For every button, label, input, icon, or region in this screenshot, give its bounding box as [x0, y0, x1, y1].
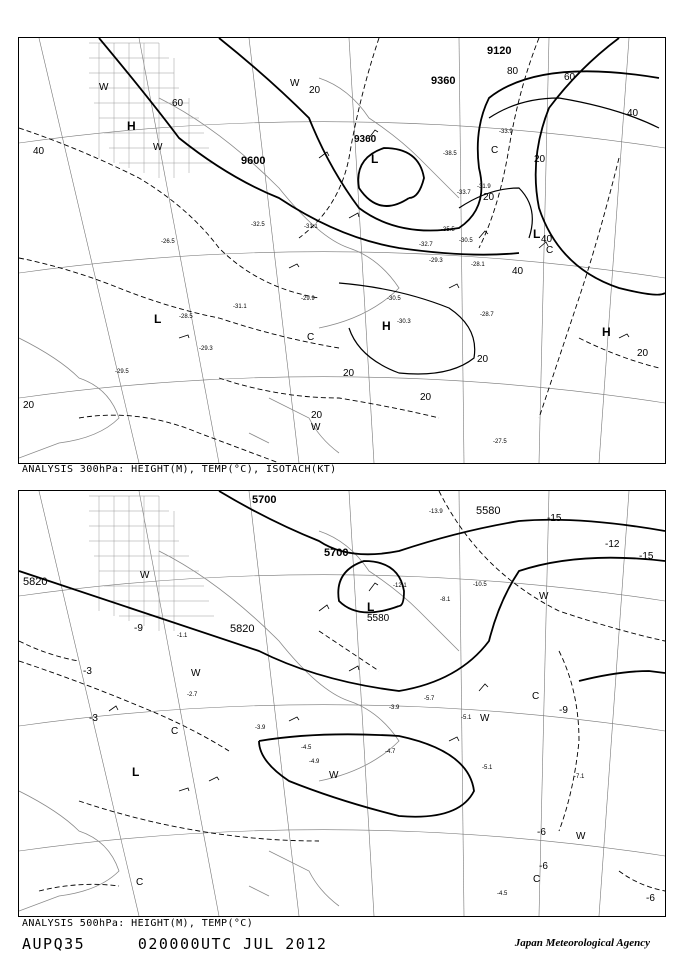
station-temp: -1.1	[177, 633, 188, 639]
station-temp: -5.1	[482, 765, 493, 771]
station-temp: -27.5	[493, 439, 507, 445]
station-temp: -10.5	[473, 582, 487, 588]
station-temp: -28.7	[480, 312, 494, 318]
station-temp: -32.5	[251, 222, 265, 228]
map-panel-300hpa	[18, 37, 666, 464]
isotach-label: 60	[172, 98, 184, 109]
warm-center-marker: W	[140, 570, 150, 581]
warm-center-marker: W	[290, 78, 300, 89]
jet-hatching	[89, 43, 214, 178]
map-canvas-500hpa	[19, 491, 665, 916]
station-temp: -4.5	[497, 891, 508, 897]
high-pressure-marker: H	[602, 325, 611, 339]
temperature-label: -9	[559, 705, 568, 716]
height-label: 5580	[367, 613, 390, 624]
isotach-label: 40	[33, 146, 45, 157]
warm-center-marker: W	[539, 591, 549, 602]
isotach-label: 20	[420, 392, 432, 403]
height-label: 5580	[476, 505, 501, 517]
station-temp: -4.9	[309, 759, 320, 765]
dry-area-hatching	[89, 496, 214, 631]
station-temp: -38.5	[443, 151, 457, 157]
high-pressure-marker: H	[382, 319, 391, 333]
station-temp: -35.5	[441, 227, 455, 233]
height-label: 9600	[241, 155, 266, 167]
temperature-label: -12	[605, 539, 620, 550]
station-temp: -28.1	[471, 262, 485, 268]
isotach-label: 20	[483, 192, 495, 203]
temperature-label: -3	[89, 713, 98, 724]
warm-center-marker: W	[311, 422, 321, 433]
height-contours	[19, 491, 665, 817]
valid-time: 020000UTC JUL 2012	[137, 935, 328, 953]
chart-identifier	[22, 935, 327, 953]
station-temp: -32.7	[419, 242, 433, 248]
temperature-label: -15	[639, 551, 654, 562]
warm-center-marker: W	[153, 142, 163, 153]
wind-barbs	[109, 583, 488, 791]
temperature-label: -6	[539, 861, 548, 872]
height-label: 9360	[354, 134, 377, 145]
station-temp: -31.9	[477, 184, 491, 190]
temperature-label: -6	[537, 827, 546, 838]
warm-center-marker: W	[191, 668, 201, 679]
panel-caption-300hpa: ANALYSIS 300hPa: HEIGHT(M), TEMP(°C), ISOTACH(KT)	[22, 464, 337, 475]
low-pressure-marker: L	[132, 765, 140, 779]
isotach-label: 20	[309, 85, 321, 96]
cold-center-marker: C	[546, 245, 554, 256]
station-temp: -33.9	[499, 129, 513, 135]
isotach-label: 40	[541, 234, 553, 245]
isotach-label: 60	[564, 72, 576, 83]
graticule	[19, 38, 665, 463]
warm-center-marker: W	[480, 713, 490, 724]
high-pressure-marker: H	[127, 119, 136, 133]
station-temp: -5.7	[424, 696, 435, 702]
low-pressure-marker: L	[367, 600, 375, 614]
isotach-label: 20	[343, 368, 355, 379]
height-label: 5820	[230, 623, 255, 635]
station-temp: -29.5	[115, 369, 129, 375]
low-pressure-marker: L	[154, 312, 162, 326]
isotach-label: 20	[534, 154, 546, 165]
station-temp: -3.9	[255, 725, 266, 731]
station-temp: -31.1	[233, 304, 247, 310]
station-temp: -2.7	[187, 692, 198, 698]
station-temp: -13.9	[429, 509, 443, 515]
station-temp: -30.3	[397, 319, 411, 325]
warm-center-marker: W	[329, 770, 339, 781]
cold-center-marker: C	[532, 691, 540, 702]
station-temp: -8.1	[440, 597, 451, 603]
station-temp: -29.9	[301, 296, 315, 302]
panel-caption-500hpa: ANALYSIS 500hPa: HEIGHT(M), TEMP(°C)	[22, 918, 254, 929]
station-temp: -4.5	[301, 745, 312, 751]
map-panel-500hpa	[18, 490, 666, 917]
isotach-label: 40	[512, 266, 524, 277]
cold-center-marker: C	[136, 877, 144, 888]
cold-center-marker: C	[533, 874, 541, 885]
temperature-label: -9	[134, 623, 143, 634]
low-pressure-marker: L	[371, 152, 379, 166]
isotach-label: 40	[627, 108, 639, 119]
isotach-label: 20	[311, 410, 323, 421]
station-temp: -5.1	[461, 715, 472, 721]
station-temp: -28.5	[179, 314, 193, 320]
cold-center-marker: C	[491, 145, 499, 156]
height-label: 5700	[324, 547, 349, 559]
station-temp: -7.1	[574, 774, 585, 780]
height-label: 9120	[487, 45, 512, 57]
height-label: 9360	[431, 75, 456, 87]
temperature-label: -6	[646, 893, 655, 904]
warm-center-marker: W	[576, 831, 586, 842]
temperature-label: -3	[83, 666, 92, 677]
isotach-label: 20	[23, 400, 35, 411]
station-temp: -29.3	[429, 258, 443, 264]
station-temp: -26.5	[161, 239, 175, 245]
station-temp: -4.7	[385, 749, 396, 755]
cold-center-marker: C	[171, 726, 179, 737]
low-pressure-marker: L	[533, 227, 541, 241]
isotach-label: 20	[477, 354, 489, 365]
warm-center-marker: W	[99, 82, 109, 93]
isotach-label: 80	[507, 66, 519, 77]
height-label: 5700	[252, 494, 277, 506]
station-temp: -31.1	[304, 224, 318, 230]
temperature-label: -15	[547, 513, 562, 524]
cold-center-marker: C	[307, 332, 315, 343]
station-temp: -3.9	[389, 705, 400, 711]
station-temp: -29.3	[199, 346, 213, 352]
station-temp: -30.5	[387, 296, 401, 302]
height-label: 5820	[23, 576, 48, 588]
map-canvas-300hpa	[19, 38, 665, 463]
chart-id: AUPQ35	[22, 935, 86, 953]
isotach-label: 20	[637, 348, 649, 359]
station-temp: -33.7	[457, 190, 471, 196]
agency-name: Japan Meteorological Agency	[514, 937, 650, 949]
station-temp: -12.1	[393, 583, 407, 589]
station-temp: -30.5	[459, 238, 473, 244]
